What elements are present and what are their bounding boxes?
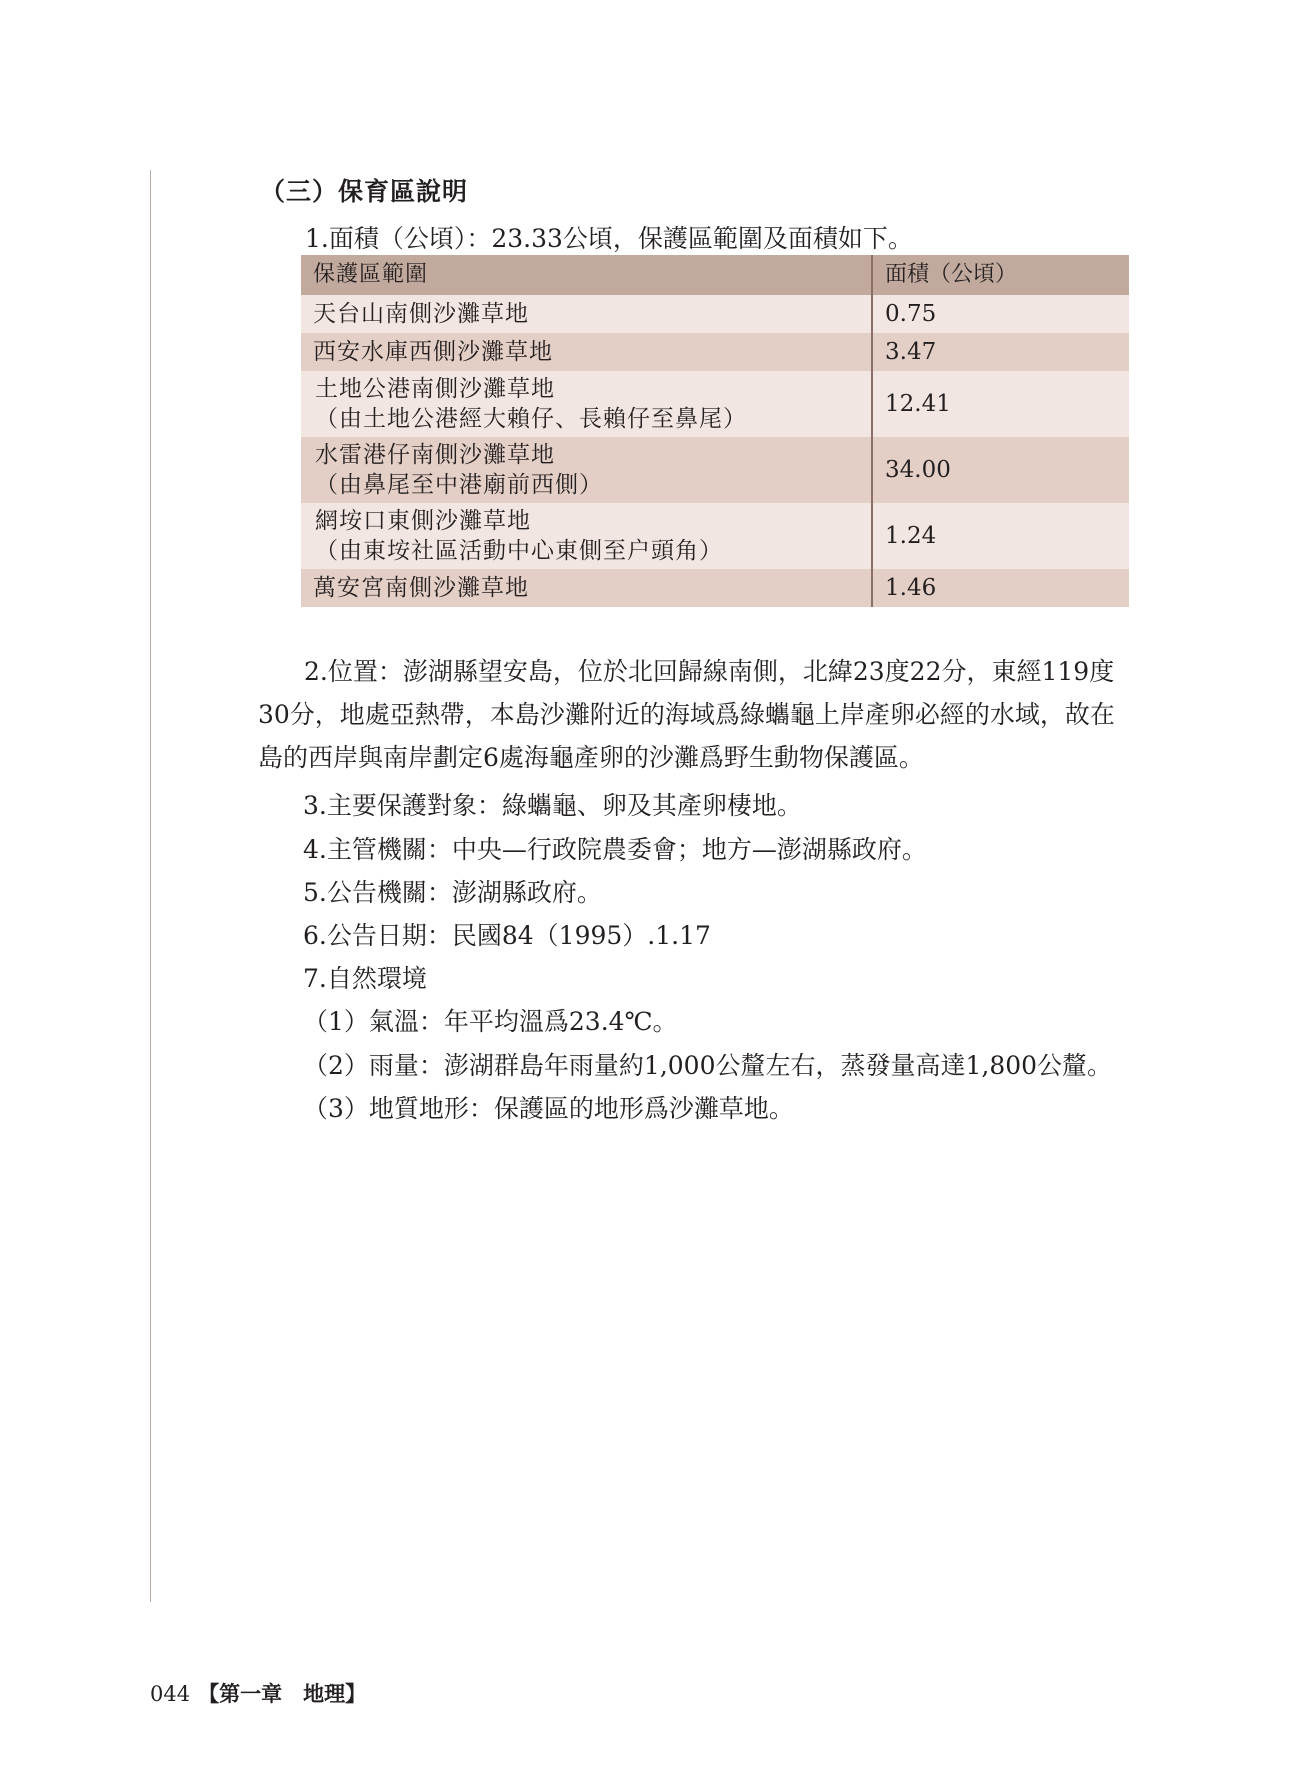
range-name: 西安水庫西側沙灘草地	[313, 339, 553, 365]
announcing-authority: 5.公告機關：澎湖縣政府。	[303, 878, 602, 907]
table-row	[301, 569, 1129, 607]
table-row	[301, 295, 1129, 333]
range-cell	[301, 333, 872, 371]
competent-authority: 4.主管機關：中央—行政院農委會；地方—澎湖縣政府。	[303, 835, 927, 864]
location-line-2: 30分，地處亞熱帶，本島沙灘附近的海域爲綠蠵龜上岸產卵必經的水域，故在	[258, 700, 1115, 729]
announcement-date: 6.公告日期：民國84（1995）.1.17	[303, 921, 711, 950]
table-row	[301, 503, 1129, 569]
page-number: 044	[150, 1682, 191, 1706]
table-row	[301, 333, 1129, 371]
environment-heading: 7.自然環境	[303, 964, 427, 993]
margin-rule	[150, 170, 151, 1602]
area-cell: 3.47	[872, 333, 1129, 371]
range-name: 天台山南側沙灘草地	[313, 301, 529, 327]
page-footer	[150, 1678, 366, 1708]
section-heading: （三）保育區說明	[260, 177, 469, 206]
temperature-item: （1）氣溫：年平均溫爲23.4℃。	[303, 1007, 678, 1036]
range-name: 土地公港南側沙灘草地	[315, 376, 555, 402]
area-cell: 12.41	[872, 371, 1129, 437]
range-detail: （由鼻尾至中港廟前西側）	[315, 472, 603, 498]
area-cell: 34.00	[872, 437, 1129, 503]
range-name: 水雷港仔南側沙灘草地	[315, 442, 555, 468]
rainfall-item: （2）雨量：澎湖群島年雨量約1,000公釐左右，蒸發量高達1,800公釐。	[303, 1051, 1113, 1080]
range-cell	[301, 437, 872, 503]
area-intro: 1.面積（公頃）：23.33公頃，保護區範圍及面積如下。	[305, 224, 913, 253]
range-detail: （由東垵社區活動中心東側至户頭角）	[315, 538, 723, 564]
range-cell	[301, 371, 872, 437]
range-name: 萬安宮南側沙灘草地	[313, 575, 529, 601]
location-line-1: 2.位置：澎湖縣望安島，位於北回歸線南側，北緯23度22分，東經119度	[304, 657, 1115, 686]
table-row	[301, 437, 1129, 503]
table-header-row	[301, 255, 1129, 295]
range-detail: （由土地公港經大賴仔、長賴仔至鼻尾）	[315, 406, 747, 432]
protection-target: 3.主要保護對象：綠蠵龜、卵及其產卵棲地。	[303, 791, 802, 820]
area-cell: 1.46	[872, 569, 1129, 607]
range-cell	[301, 503, 872, 569]
area-cell: 0.75	[872, 295, 1129, 333]
location-paragraph	[258, 650, 1138, 779]
range-name: 網垵口東側沙灘草地	[315, 508, 531, 534]
protected-area-table	[301, 255, 1129, 607]
header-area: 面積（公頃）	[872, 255, 1129, 295]
table-row	[301, 371, 1129, 437]
location-line-3: 島的西岸與南岸劃定6處海龜產卵的沙灘爲野生動物保護區。	[258, 743, 924, 772]
range-cell	[301, 569, 872, 607]
geology-item: （3）地質地形：保護區的地形爲沙灘草地。	[303, 1094, 794, 1123]
area-cell: 1.24	[872, 503, 1129, 569]
range-cell	[301, 295, 872, 333]
chapter-label: 【第一章 地理】	[198, 1681, 367, 1706]
header-range: 保護區範圍	[301, 255, 872, 295]
